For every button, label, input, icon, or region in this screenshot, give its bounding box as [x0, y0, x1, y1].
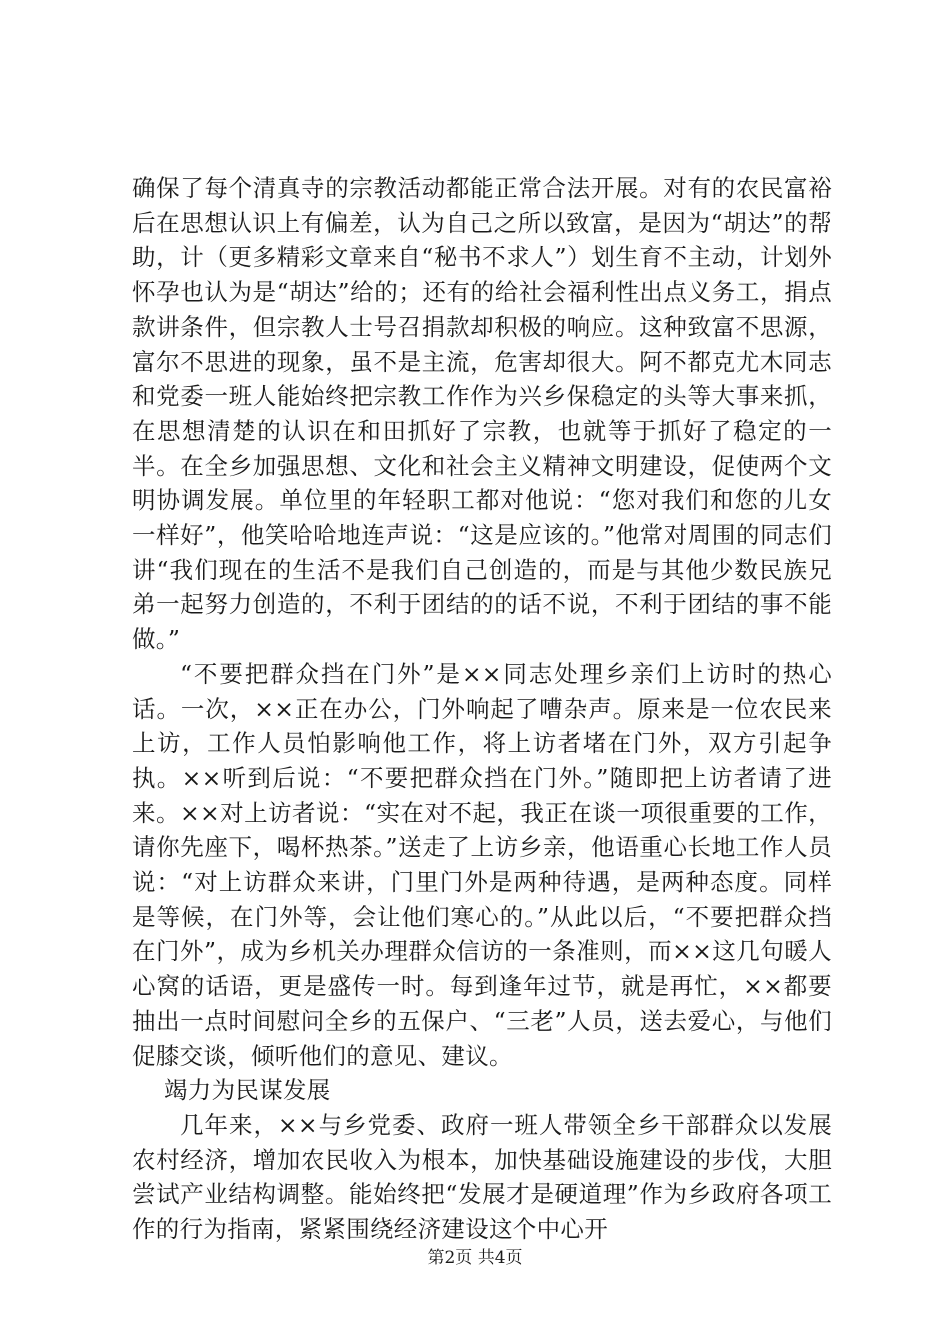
page-footer: 第2页 共4页 [427, 1248, 523, 1268]
paragraph-2: “不要把群众挡在门外”是××同志处理乡亲们上访时的热心话。一次，××正在办公，门外响起了嘈杂声。原来是一位农民来上访，工作人员怕影响他工作，将上访者堵在门外，双方引起争执。××听到后说：“不要把群众挡在门外。”随即把上访者请了进来。××对上访者说：“实在对不起，我正在谈一项很重要的工作，请你先座下，喝杯热茶。”送走了上访乡亲，他语重心长地工作人员说：“对上访群众来讲，门里门外是两种待遇，是两种态度。同样是等候，在门外等，会让他们寒心的。”从此以后，“不要把群众挡在门外”，成为乡机关办理群众信访的一条准则，而××这几句暖人心窝的话语，更是盛传一时。每到逢年过节，就是再忙，××都要抽出一点时间慰问全乡的五保户、“三老”人员，送去爱心，与他们促膝交谈，倾听他们的意见、建议。 [132, 659, 832, 1070]
section-heading: 竭力为民谋发展 [164, 1076, 331, 1105]
paragraph-1: 确保了每个清真寺的宗教活动都能正常合法开展。对有的农民富裕后在思想认识上有偏差，认为自己之所以致富，是因为“胡达”的帮助，计（更多精彩文章来自“秘书不求人”）划生育不主动，计划外怀孕也认为是“胡达”给的；还有的给社会福利性出点义务工，捐点款讲条件，但宗教人士号召捐款却积极的响应。这种致富不思源，富尔不思进的现象，虽不是主流，危害却很大。阿不都克尤木同志和党委一班人能始终把宗教工作作为兴乡保稳定的头等大事来抓，在思想清楚的认识在和田抓好了宗教，也就等于抓好了稳定的一半。在全乡加强思想、文化和社会主义精神文明建设，促使两个文明协调发展。单位里的年轻职工都对他说：“您对我们和您的儿女一样好”，他笑哈哈地连声说：“这是应该的。”他常对周围的同志们讲“我们现在的生活不是我们自己创造的，而是与其他少数民族兄弟一起努力创造的，不利于团结的的话不说，不利于团结的事不能做。” [132, 174, 832, 654]
paragraph-4: 几年来，××与乡党委、政府一班人带领全乡干部群众以发展农村经济，增加农民收入为根本，加快基础设施建设的步伐，大胆尝试产业结构调整。能始终把“发展才是硬道理”作为乡政府各项工作的行为指南，紧紧围绕经济建设这个中心开 [132, 1110, 832, 1244]
document-body [132, 171, 832, 1247]
